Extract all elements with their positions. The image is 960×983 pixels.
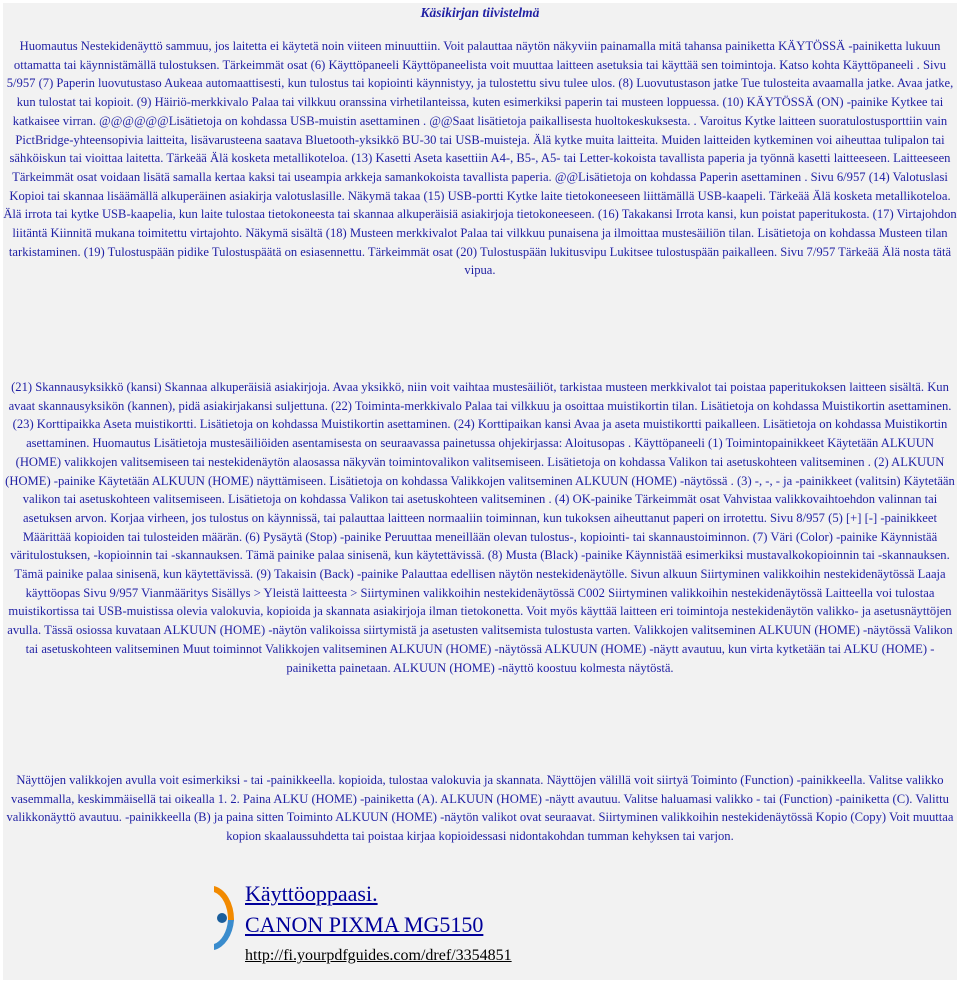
paragraph-1-text: Huomautus Nestekidenäyttö sammuu, jos laitetta ei käytetä noin viiteen minuuttiin. Voit palauttaa näytön näkyviin painamalla mitä tahansa painiketta KÄYTÖSSÄ -painiketta lukuun ottamatta tai käynnistämällä tulostuksen. Tärkeimmät osat (6) Käyttöpaneeli Käyttöpaneelista voit muuttaa laitteen asetuksia tai käyttää sen toimintoja. Katso kohta Käyttöpaneeli . Sivu 5/957 (7) Paperin luovutustaso Aukeaa automaattisesti, kun tulostus tai kopiointi käynnistyy, ja tulostettu sivu tulee ulos. (8) Luovutustason jatke Tue tulosteita avaamalla jatke. Avaa jatke, kun tulostat tai kopioit. (9) Häiriö-merkkivalo Palaa tai vilkkuu oranssina virhetilanteissa, kuten esimerkiksi paperin tai musteen loppuessa. (10) KÄYTÖSSÄ (ON) -painike Kytkee tai katkaisee virran. @@@@@@Lisätietoja on kohdassa USB-muistin asettaminen . @@Saat lisätietoja paikallisesta huoltokeskuksesta. . Varoitus Kytke laitteen suoratulostusporttiin vain PictBridge-yhteensopivia laitteita, lisävarusteena saatava Bluetooth-yksikkö BU-30 tai USB-muisteja. Älä kytke muita laitteita. Muiden laitteiden kytkeminen voi aiheuttaa tulipalon tai sähköiskun tai vioittaa laitetta. Tärkeää Älä kosketa metallikoteloa. (13) Kasetti Aseta kasettiin A4-, B5-, A5- tai Letter-kokoista tavallista paperia ja työnnä kasetti laitteeseen. Laitteeseen Tärkeimmät osat voidaan lisätä samalla kertaa kaksi tai useampia arkkeja samankokoista tavallista paperia. @@Lisätietoja on kohdassa Paperin asettaminen . Sivu 6/957 (14) Valotuslasi Kopioi tai skannaa lisäämällä alkuperäinen asiakirja valotuslasille. Näkymä takaa (15) USB-portti Kytke laite tietokoneeseen liittämällä USB-kaapeli. Tärkeää Älä kosketa metallikoteloa. Älä irrota tai kytke USB-kaapelia, kun laite tulostaa tietokoneesta tai skannaa alkuperäisiä asiakirjoja tietokoneeseen. (16) Takakansi Irrota kansi, kun poistat paperitukosta. (17) Virtajohdon liitäntä Kiinnitä mukana toimitettu virtajohto. Näkymä sisältä (18) Musteen merkkivalot Palaa tai vilkkuu punaisena ja ilmoittaa mustesäiliön tilan. Lisätietoja on kohdassa Musteen tilan tarkistaminen. (19) Tulostuspään pidike Tulostuspäätä on esiasennettu. Tärkeimmät osat (20) Tulostuspään lukitusvipu Lukitsee tulostuspään paikalleen. Sivu 7/957 Tärkeää Älä nosta tätä vipua. [3,39,957,278]
source-url-link[interactable]: http://fi.yourpdfguides.com/dref/3354851 [245,947,512,964]
body-paragraph-1 [3,37,957,280]
pdf-guides-logo-icon [210,880,238,956]
body-paragraph-3 [3,771,957,846]
paragraph-2-text: (21) Skannausyksikkö (kansi) Skannaa alkuperäisiä asiakirjoja. Avaa yksikkö, niin voit vaihtaa mustesäiliöt, tarkistaa musteen merkkivalot tai poistaa paperitukoksen laitteen sisältä. Kun avaat skannausyksikön (kannen), pidä asiakirjakansi suljettuna. (22) Toiminta-merkkivalo Palaa tai vilkkuu ja osoittaa muistikortin tilan. Lisätietoja on kohdassa Muistikortin asettaminen. (23) Korttipaikka Aseta muistikortti. Lisätietoja on kohdassa Muistikortin asettaminen. (24) Korttipaikan kansi Avaa ja aseta muistikortti paikalleen. Lisätietoja on kohdassa Muistikortin asettaminen. Huomautus Lisätietoja mustesäiliöiden asentamisesta on seuraavassa painetussa ohjekirjassa: Aloitusopas . Käyttöpaneeli (1) Toimintopainikkeet Käytetään ALKUUN (HOME) valikkojen valitsemiseen tai nestekidenäytön alaosassa näkyvän toimintovalikon valitsemiseen. Lisätietoja on kohdassa Valikon tai asetuskohteen valitseminen . (2) ALKUUN (HOME) -painike Käytetään ALKUUN (HOME) näyttämiseen. Lisätietoja on kohdassa Valikkojen valitseminen ALKUUN (HOME) -näytössä . (3) -, -, - ja -painikkeet (valitsin) Käytetään valikon tai asetuskohteen valitsemiseen. Lisätietoja on kohdassa Valikon tai asetuskohteen valitseminen . (4) OK-painike Tärkeimmät osat Vahvistaa valikkovaihtoehdon valinnan tai asetuksen arvon. Korjaa virheen, jos tulostus on käynnissä, tai palauttaa laitteen normaaliin toiminnan, kun tukoksen aiheuttanut paperi on irrotettu. Sivu 8/957 (5) [+] [-] -painikkeet Määrittää kopioiden tai tulosteiden määrän. (6) Pysäytä (Stop) -painike Peruuttaa meneillään olevan tulostus-, kopiointi- tai skannaustoiminnon. (7) Väri (Color) -painike Käynnistää väritulostuksen, -kopioinnin tai -skannauksen. Tämä painike palaa sinisenä, kun käytettävissä. (8) Musta (Black) -painike Käynnistää esimerkiksi mustavalkokopioinnin tai -skannauksen. Tämä painike palaa sinisenä, kun käytettävissä. (9) Takaisin (Back) -painike Palauttaa edellisen näytön nestekidenäytölle. Sivun alkuun Siirtyminen valikkoihin nestekidenäytössä Laaja käyttöopas Sivu 9/957 Vianmääritys Sisällys > Yleistä laitteesta > Siirtyminen valikkoihin nestekidenäytössä C002 Siirtyminen valikkoihin nestekidenäytössä Laitteella voi tulostaa muistikortissa tai USB-muistissa olevia valokuvia, kopioida ja skannata asiakirjoja ilman tietokonetta. Voit myös käyttää laitteen eri toimintoja nestekidenäytön valikko- ja asetusnäyttöjen avulla. Tässä osiossa kuvataan ALKUUN (HOME) -näytön valikoissa siirtymistä ja asetusten valitsemista tulostusta varten. Valikkojen valitseminen ALKUUN (HOME) -näytössä Valikon tai asetuskohteen valitseminen Muut toiminnot Valikkojen valitseminen ALKUUN (HOME) -näytössä ALKUUN (HOME) -näytt avautuu, kun virta kytketään tai ALKU (HOME) -painiketta painetaan. ALKUUN (HOME) -näyttö koostuu kolmesta näytöstä. [5,380,955,675]
paragraph-3-text: Näyttöjen valikkojen avulla voit esimerkiksi - tai -painikkeella. kopioida, tulostaa valokuvia ja skannata. Näyttöjen välillä voit siirtyä Toiminto (Function) -painikkeella. Valitse valikko vasemmalla, keskimmäisellä tai oikealla 1. 2. Paina ALKU (HOME) -painiketta (A). ALKUUN (HOME) -näytt avautuu. Valitse haluamasi valikko - tai (Function) -painiketta (C). Valittu valikkonäyttö avautuu. -painikkeella (B) ja paina sitten Toiminto ALKUUN (HOME) -näytön valikot ovat seuraavat. Siirtyminen valikkoihin nestekidenäytössä Kopio (Copy) Voit muuttaa kopion skaalaussuhdetta tai poistaa kirjaa kopioidessasi nidontakohdan tumman kehyksen tai varjon. [6,773,954,844]
product-link[interactable]: CANON PIXMA MG5150 [245,912,484,937]
page-title: Käsikirjan tiivistelmä [420,5,540,20]
body-paragraph-2 [3,378,957,677]
user-guide-link[interactable]: Käyttöoppaasi. [245,881,378,906]
footer-links [245,880,512,966]
